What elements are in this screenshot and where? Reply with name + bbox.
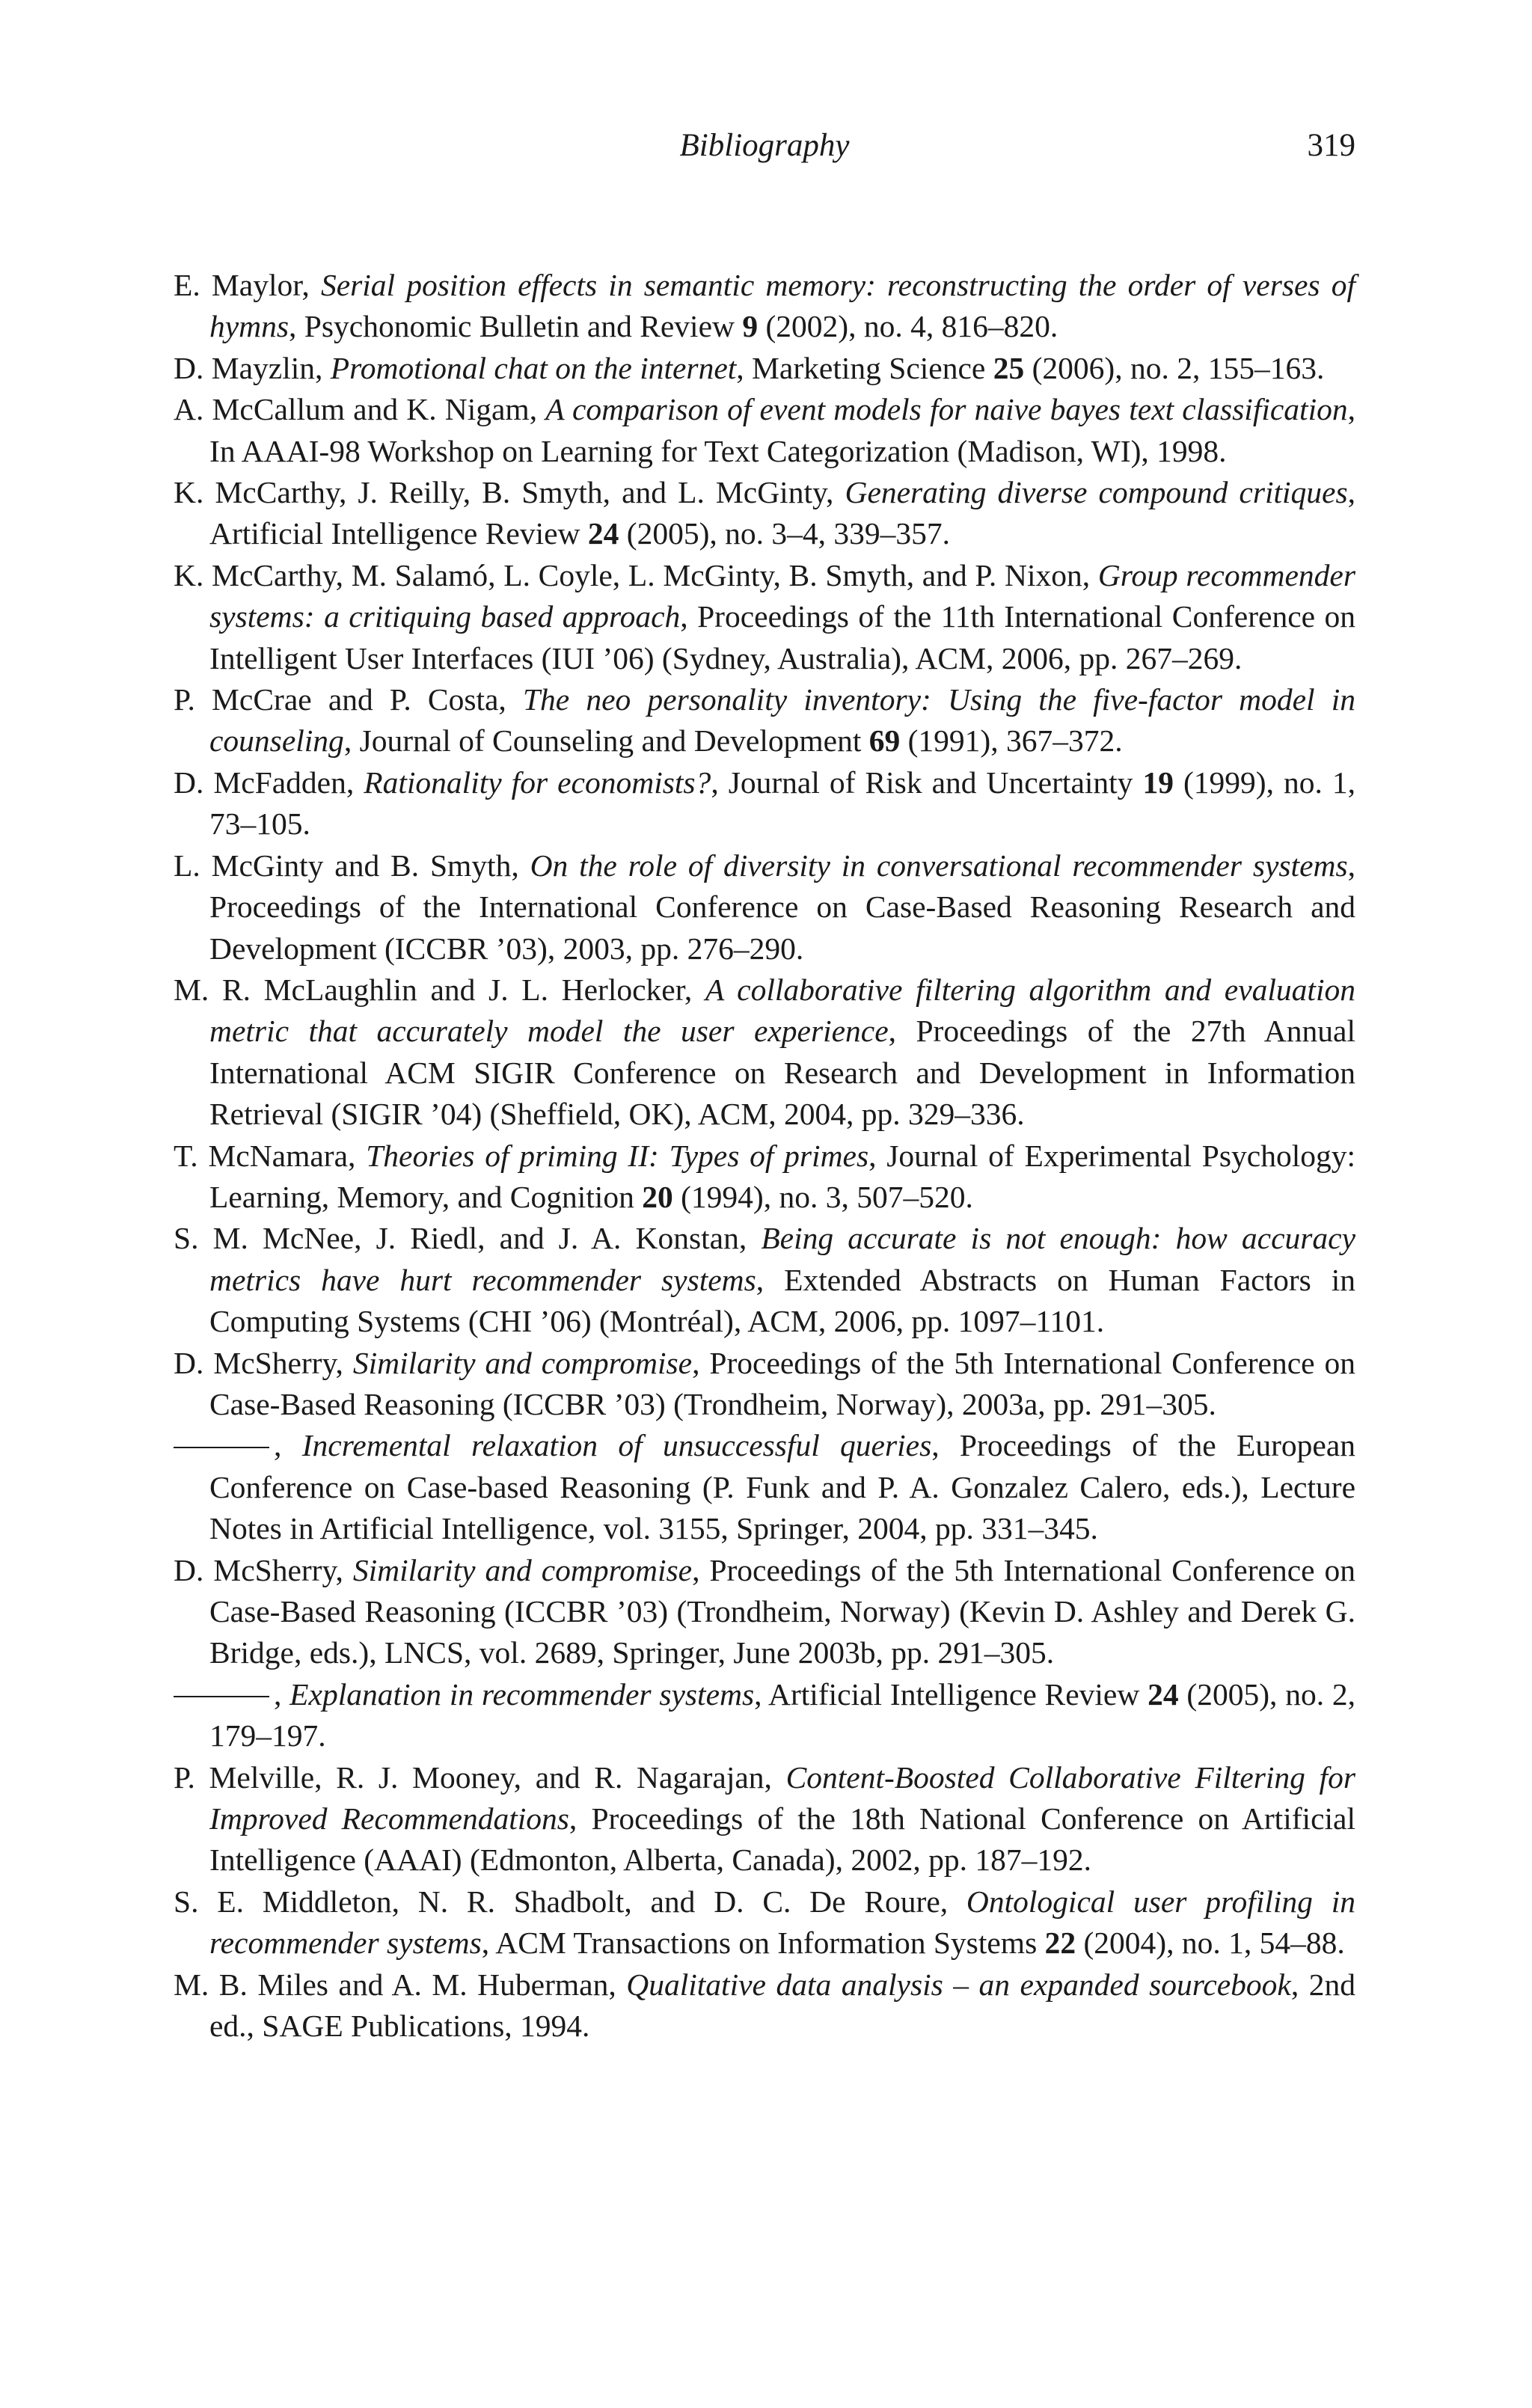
bibliography-entry [174, 348, 1355, 389]
bibliography-entry [174, 1343, 1355, 1426]
entry-title: Promotional chat on the internet [330, 350, 737, 385]
entry-authors: M. R. McLaughlin and J. L. Herlocker, [174, 972, 705, 1007]
entry-venue: , Proceedings of the International Conference on Case-Based Reasoning Research and Development (ICCBR ’03), 2003, pp. 276–290. [209, 848, 1355, 966]
entry-title: Group recommender systems: a critiquing based approach [209, 557, 1355, 634]
bibliography-entry [174, 1136, 1355, 1219]
bibliography-entry [174, 472, 1355, 555]
running-head-title: Bibliography [679, 128, 850, 163]
entry-authors: P. McCrae and P. Costa, [174, 682, 523, 717]
bibliography-entry: , Explanation in recommender systems, Artificial Intelligence Review 24 (2005), no. 2, 179–197. [174, 1674, 1355, 1757]
entry-venue: , Artificial Intelligence Review [754, 1676, 1148, 1712]
entry-title: Rationality for economists? [364, 765, 711, 800]
entry-authors: D. McSherry, [174, 1552, 353, 1587]
entry-title: Explanation in recommender systems [289, 1676, 755, 1712]
entry-authors: M. B. Miles and A. M. Huberman, [174, 1967, 627, 2002]
entry-title: The neo personality inventory: Using the five-factor model in counseling [209, 682, 1355, 759]
bibliography-entry [174, 969, 1355, 1136]
entry-title: Being accurate is not enough: how accuracy metrics have hurt recommender systems [209, 1221, 1355, 1297]
entry-title: Ontological user profiling in recommender systems [209, 1884, 1355, 1961]
entry-authors: A. McCallum and K. Nigam, [174, 392, 546, 427]
bibliography-entry [174, 1964, 1355, 2047]
entry-venue: , Proceedings of the 27th Annual International ACM SIGIR Conference on Research and Development in Information Retrieval (SIGIR ’04) (Sheffield, OK), ACM, 2004, pp. 329–336. [209, 1014, 1355, 1132]
entry-volume: 20 [642, 1179, 673, 1214]
entry-volume: 24 [587, 516, 619, 551]
entry-venue: , Proceedings of the 5th International Conference on Case-Based Reasoning (ICCBR ’03) (Trondheim, Norway) (Kevin D. Ashley and Derek G. Bridge, eds.), LNCS, vol. 2689, Springer, June 2003b, pp. 291–305. [209, 1552, 1356, 1670]
bibliography-entry [174, 555, 1355, 679]
entry-title: Similarity and compromise [352, 1552, 693, 1587]
entry-authors: K. McCarthy, M. Salamó, L. Coyle, L. McGinty, B. Smyth, and P. Nixon, [174, 557, 1098, 592]
entry-title: A comparison of event models for naive bayes text classification [545, 392, 1348, 427]
entry-authors: D. McSherry, [174, 1345, 353, 1380]
entry-venue: , ACM Transactions on Information Systems [481, 1926, 1045, 1961]
entry-rest: (1994), no. 3, 507–520. [672, 1179, 973, 1214]
entry-rest: (1999), no. 1, 73–105. [209, 765, 1355, 842]
entry-venue: , Journal of Risk and Uncertainty [711, 765, 1143, 800]
bibliography-entry: , Incremental relaxation of unsuccessful queries, Proceedings of the European Conference on Case-based Reasoning (P. Funk and P. A. Gonzalez Calero, eds.), Lecture Notes in Artificial Intelligence, vol. 3155, Springer, 2004, pp. 331–345. [174, 1425, 1355, 1549]
entry-rest: (2002), no. 4, 816–820. [758, 309, 1058, 344]
same-author-rule [174, 1447, 269, 1448]
entry-title: Similarity and compromise [352, 1345, 693, 1380]
entry-venue: , Proceedings of the 18th National Conference on Artificial Intelligence (AAAI) (Edmonton, Alberta, Canada), 2002, pp. 187–192. [209, 1801, 1355, 1878]
entry-venue: , In AAAI-98 Workshop on Learning for Text Categorization (Madison, WI), 1998. [209, 392, 1355, 468]
entry-venue: , Extended Abstracts on Human Factors in Computing Systems (CHI ’06) (Montréal), ACM, 2006, pp. 1097–1101. [209, 1262, 1355, 1339]
entry-authors: D. McFadden, [174, 765, 364, 800]
entry-authors: E. Maylor, [174, 268, 321, 302]
entry-authors: D. Mayzlin, [174, 350, 331, 385]
entry-venue: , Proceedings of the 11th International Conference on Intelligent User Interfaces (IUI ’06) (Sydney, Australia), ACM, 2006, pp. 267–269. [209, 599, 1355, 675]
entry-title: On the role of diversity in conversational recommender systems [530, 848, 1348, 883]
bibliography-entry [174, 762, 1355, 845]
entry-rest: (2006), no. 2, 155–163. [1024, 350, 1325, 385]
bibliography-list [174, 265, 1355, 2047]
entry-rest: (2005), no. 3–4, 339–357. [619, 516, 951, 551]
entry-venue: , Proceedings of the European Conference on Case-based Reasoning (P. Funk and P. A. Gonzalez Calero, eds.), Lecture Notes in Artificial Intelligence, vol. 3155, Springer, 2004, pp. 331–345. [209, 1428, 1355, 1546]
entry-authors: T. McNamara, [174, 1138, 367, 1173]
running-head [174, 127, 1355, 172]
entry-authors: S. M. McNee, J. Riedl, and J. A. Konstan, [174, 1221, 762, 1256]
bibliography-entry [174, 679, 1355, 762]
entry-title: Content-Boosted Collaborative Filtering for Improved Recommendations [209, 1759, 1355, 1836]
entry-title: Incremental relaxation of unsuccessful queries [301, 1428, 932, 1463]
entry-venue: , Proceedings of the 5th International Conference on Case-Based Reasoning (ICCBR ’03) (Trondheim, Norway), 2003a, pp. 291–305. [209, 1345, 1356, 1421]
bibliography-entry [174, 389, 1355, 472]
entry-authors: P. Melville, R. J. Mooney, and R. Nagarajan, [174, 1759, 786, 1795]
bibliography-entry [174, 265, 1355, 348]
entry-venue: , Marketing Science [736, 350, 993, 385]
entry-rest: (1991), 367–372. [900, 723, 1123, 759]
entry-volume: 25 [993, 350, 1025, 385]
entry-volume: 19 [1142, 765, 1174, 800]
entry-venue: , Artificial Intelligence Review [209, 475, 1355, 551]
entry-venue: , 2nd ed., SAGE Publications, 1994. [209, 1967, 1355, 2044]
bibliography-entry [174, 1757, 1355, 1881]
entry-title: Serial position effects in semantic memory: reconstructing the order of verses of hymns [209, 268, 1356, 344]
entry-venue: , Journal of Experimental Psychology: Learning, Memory, and Cognition [209, 1138, 1356, 1214]
bibliography-entry [174, 1550, 1355, 1674]
entry-authors: K. McCarthy, J. Reilly, B. Smyth, and L. McGinty, [174, 475, 845, 510]
entry-venue: , Psychonomic Bulletin and Review [289, 309, 743, 344]
entry-volume: 9 [742, 309, 759, 344]
entry-volume: 22 [1044, 1926, 1076, 1961]
bibliography-entry [174, 1881, 1355, 1964]
entry-rest: (2004), no. 1, 54–88. [1076, 1926, 1345, 1961]
entry-title: Qualitative data analysis – an expanded sourcebook [626, 1967, 1291, 2002]
entry-venue: , Journal of Counseling and Development [343, 723, 869, 759]
same-author-rule [174, 1696, 269, 1697]
page-number: 319 [1307, 128, 1355, 163]
entry-volume: 69 [868, 723, 901, 759]
entry-authors: S. E. Middleton, N. R. Shadbolt, and D. C. De Roure, [174, 1884, 966, 1919]
entry-volume: 24 [1148, 1676, 1179, 1712]
entry-title: A collaborative filtering algorithm and evaluation metric that accurately model the user experience [209, 972, 1355, 1049]
bibliography-entry [174, 1218, 1355, 1342]
entry-rest: (2005), no. 2, 179–197. [209, 1676, 1356, 1753]
entry-authors: L. McGinty and B. Smyth, [174, 848, 530, 883]
entry-title: Theories of priming II: Types of primes [366, 1138, 869, 1173]
bibliography-entry [174, 845, 1355, 969]
entry-title: Generating diverse compound critiques [845, 475, 1348, 510]
